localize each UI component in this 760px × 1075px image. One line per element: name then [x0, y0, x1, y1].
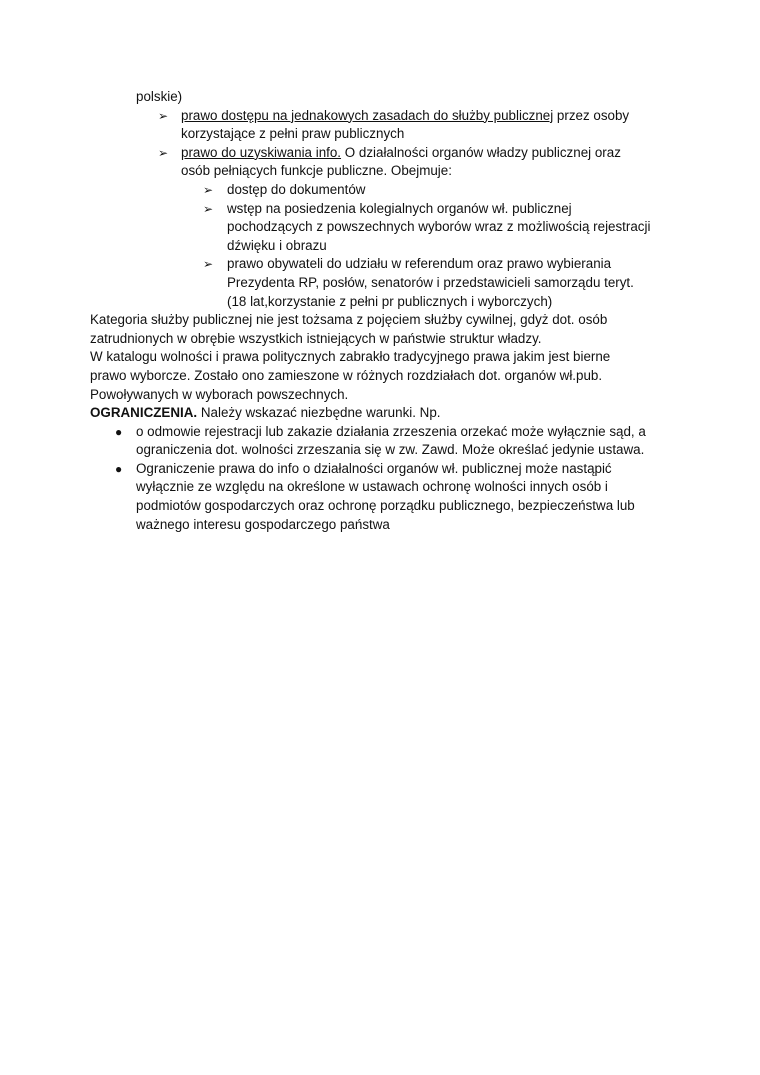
sub-item-text: dostęp do dokumentów — [227, 181, 366, 197]
paragraph-line: W katalogu wolności i prawa politycznych zabrakło tradycyjnego prawa jakim jest bierne — [90, 349, 611, 365]
item-text: O działalności organów władzy publicznej oraz — [341, 144, 621, 160]
paragraph-line: prawo wyborcze. Zostało ono zamieszone w różnych rozdziałach dot. organów wł.pub. — [90, 367, 603, 383]
sub-item-text: pochodzących z powszechnych wyborów wraz z możliwością rejestracji — [227, 219, 651, 235]
bullet-text: Ograniczenie prawa do info o działalności organów wł. publicznej może nastąpić — [136, 460, 612, 476]
sub-list-item-documents — [90, 181, 680, 200]
bullet-list-item-info-restriction — [90, 460, 680, 534]
bullet-dot-icon: ● — [115, 461, 123, 476]
arrow-bullet-icon: ➢ — [203, 182, 214, 197]
paragraph-line: zatrudnionych w obrębie wszystkich istniejących w państwie struktur władzy. — [90, 330, 542, 346]
sub-item-text: dźwięku i obrazu — [227, 237, 327, 253]
limits-heading-line — [90, 404, 680, 423]
bullet-text: wyłącznie ze względu na określone w ustawach ochronę wolności innych osób i — [136, 479, 608, 495]
document-page — [90, 88, 680, 534]
paragraph-civil-service — [90, 311, 680, 348]
item-text: osób pełniących funkcje publiczne. Obejmuje: — [181, 163, 452, 179]
item-text: korzystające z pełni praw publicznych — [181, 126, 405, 142]
underlined-term: prawo dostępu na jednakowych zasadach do służby publicznej — [181, 107, 554, 123]
bullet-text: ważnego interesu gospodarczego państwa — [136, 516, 390, 532]
bullet-text: ograniczenia dot. wolności zrzeszania się w zw. Zawd. Może określać jedynie ustawa. — [136, 442, 645, 458]
paragraph-electoral-rights — [90, 348, 680, 404]
arrow-bullet-icon: ➢ — [158, 108, 169, 123]
intro-continuation: polskie) — [136, 89, 183, 104]
bullet-text: o odmowie rejestracji lub zakazie działania zrzeszenia orzekać może wyłącznie sąd, a — [136, 423, 646, 439]
bullet-dot-icon: ● — [115, 424, 123, 439]
paragraph-line: Kategoria służby publicznej nie jest tożsama z pojęciem służby cywilnej, gdyż dot. osób — [90, 312, 608, 328]
sub-item-text: Prezydenta RP, posłów, senatorów i przedstawicieli samorządu teryt. — [227, 274, 634, 290]
sub-list-item-sessions — [90, 200, 680, 256]
sub-item-text: (18 lat,korzystanie z pełni pr publicznych i wyborczych) — [227, 293, 553, 309]
arrow-bullet-icon: ➢ — [203, 257, 214, 272]
underlined-term: prawo do uzyskiwania info. — [181, 144, 342, 160]
arrow-bullet-icon: ➢ — [158, 145, 169, 160]
arrow-list-item-public-service — [90, 107, 680, 144]
sub-item-text: prawo obywateli do udziału w referendum oraz prawo wybierania — [227, 256, 612, 272]
sub-item-text: wstęp na posiedzenia kolegialnych organów wł. publicznej — [227, 200, 572, 216]
arrow-bullet-icon: ➢ — [203, 201, 214, 216]
item-text: przez osoby — [553, 107, 630, 123]
limits-heading-rest: Należy wskazać niezbędne warunki. Np. — [197, 405, 441, 421]
limits-heading: OGRANICZENIA. — [90, 405, 198, 421]
bullet-list-item-registration — [90, 423, 680, 460]
bullet-text: podmiotów gospodarczych oraz ochronę porządku publicznego, bezpieczeństwa lub — [136, 498, 635, 514]
arrow-list-item-info-access — [90, 144, 680, 181]
paragraph-line: Powoływanych w wyborach powszechnych. — [90, 386, 349, 402]
sub-list-item-referendum — [90, 255, 680, 311]
